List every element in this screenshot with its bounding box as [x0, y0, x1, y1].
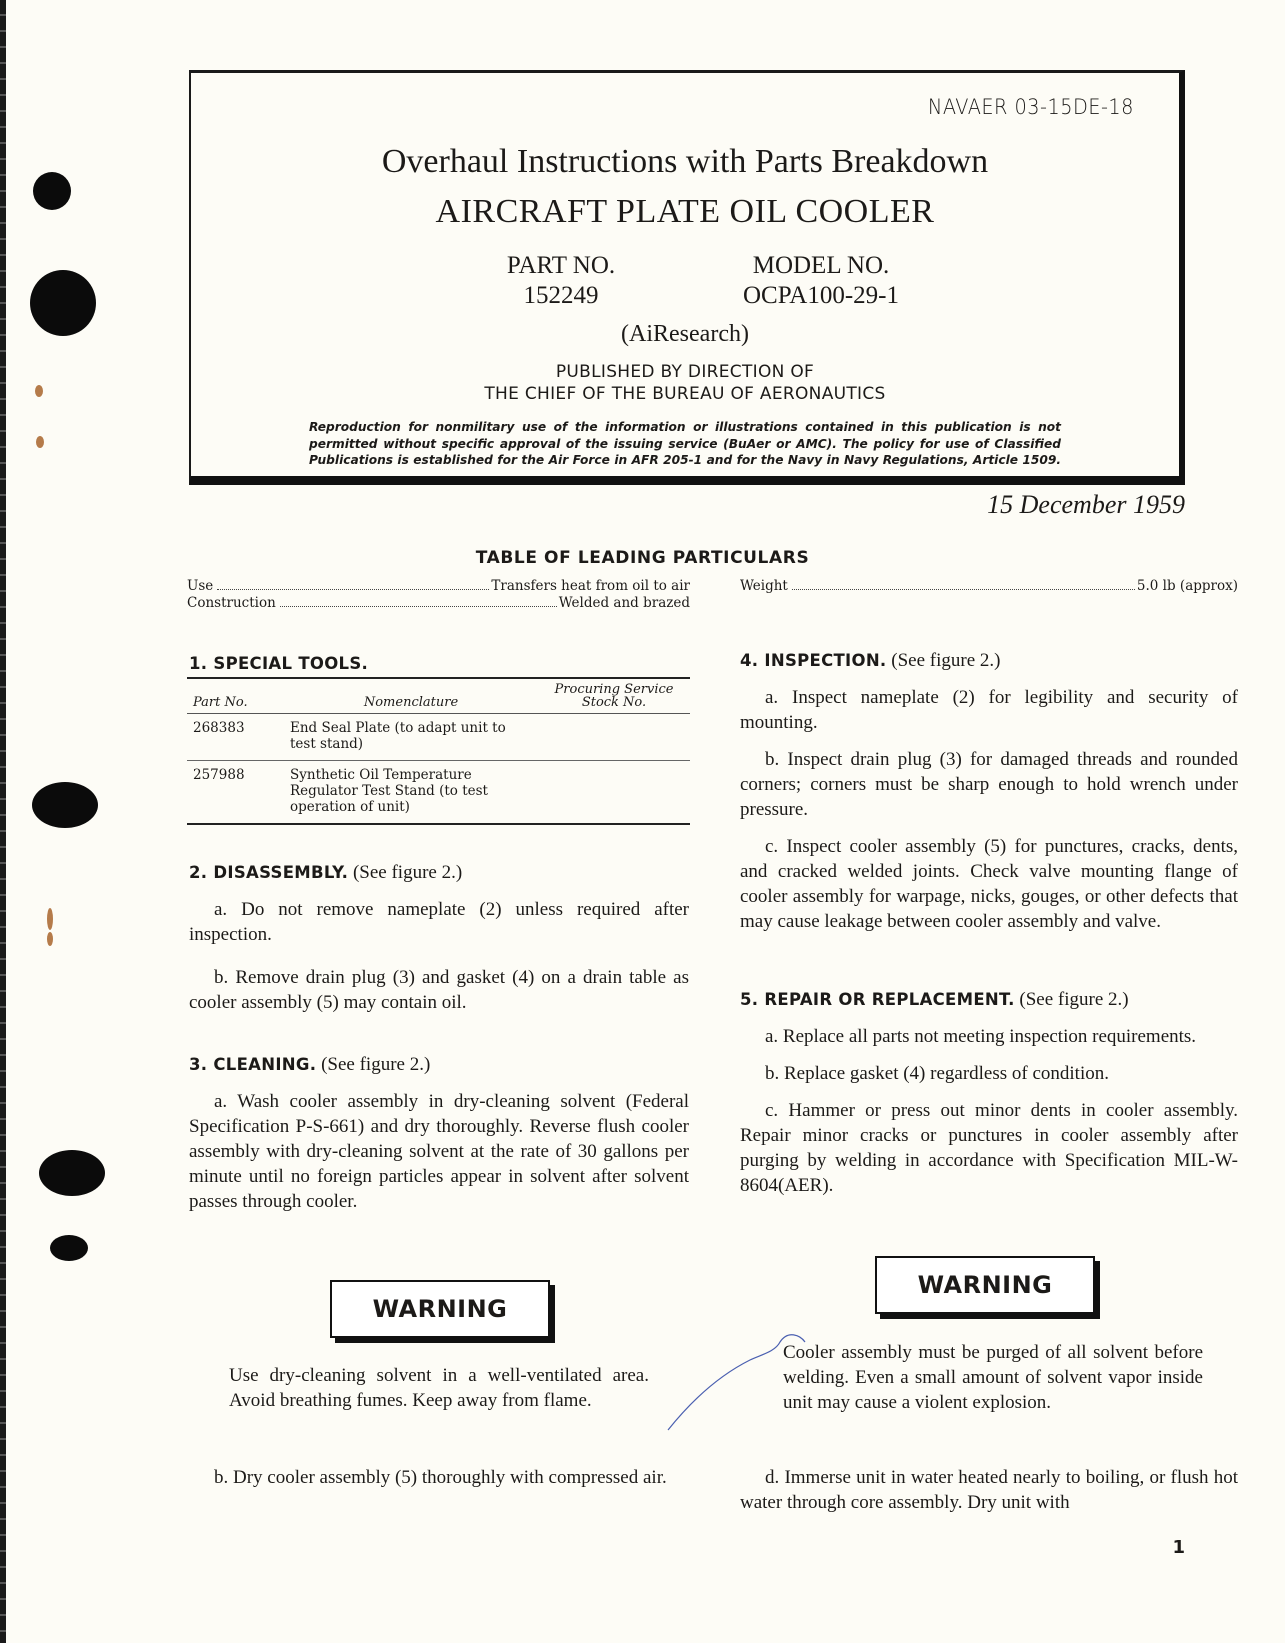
binder-hole [39, 1150, 105, 1196]
section-special-tools: 1. SPECIAL TOOLS. [189, 654, 369, 673]
special-tools-table [187, 677, 690, 825]
page-binding-edge [0, 0, 6, 1643]
particular-row: Construction Welded and brazed [187, 595, 690, 611]
page-number: 1 [1172, 1537, 1185, 1558]
particular-row: Weight 5.0 lb (approx) [740, 578, 1238, 594]
binder-hole [32, 782, 98, 828]
leading-particulars-title: TABLE OF LEADING PARTICULARS [475, 548, 810, 568]
section-repair: 5. REPAIR OR REPLACEMENT. (See figure 2.) a. Replace all parts not meeting inspection requirements. b. Replace gasket (4) regardless of condition. c. Hammer or press out minor dents in cooler assembly. Repair minor cracks or punctures in cooler assembly after purging by welding in accordance with Specification MIL-W-8604(AER). [740, 989, 1238, 1196]
section-cleaning: 3. CLEANING. (See figure 2.) a. Wash cooler assembly in dry-cleaning solvent (Federal Specification P-S-661) and dry thoroughly. Reverse flush cooler assembly with dry-cleaning solvent at the rate of 30 gallons per minute until no foreign particles appear in solvent after solvent passes through cooler. [189, 1054, 689, 1212]
publication-date: 15 December 1959 [987, 490, 1185, 519]
table-row: 268383 End Seal Plate (to adapt unit to test stand) [187, 714, 690, 761]
publisher-authority: PUBLISHED BY DIRECTION OF THE CHIEF OF THE BUREAU OF AERONAUTICS [484, 362, 886, 404]
document-number: NAVAER 03-15DE-18 [927, 95, 1134, 119]
section-inspection: 4. INSPECTION. (See figure 2.) a. Inspect nameplate (2) for legibility and security of mounting. b. Inspect drain plug (3) for damaged threads and rounded corners; corners must be sharp enough to hold wrench under pressure. c. Inspect cooler assembly (5) for punctures, cracks, dents, and cracked welded joints. Check valve mounting flange of cooler assembly for warpage, nicks, gouges, or other defects that may cause leakage between cooler assembly and valve. [740, 650, 1238, 932]
manufacturer: (AiResearch) [621, 321, 749, 347]
model-number-value: OCPA100-29-1 [742, 282, 900, 309]
binder-hole [50, 1235, 88, 1261]
equipment-title: AIRCRAFT PLATE OIL COOLER [435, 193, 935, 230]
binder-hole [30, 270, 96, 336]
section-disassembly: 2. DISASSEMBLY. (See figure 2.) a. Do not remove nameplate (2) unless required after inspection. b. Remove drain plug (3) and gasket (4) on a drain table as cooler assembly (5) may contain oil. [189, 862, 689, 1013]
pen-mark [660, 1330, 810, 1440]
part-number-value: 152249 [523, 282, 599, 309]
part-number-label: PART NO. [506, 252, 616, 279]
model-number-label: MODEL NO. [752, 252, 890, 279]
section-repair-d: d. Immerse unit in water heated nearly to boiling, or flush hot water through core assembly. Dry unit with [740, 1467, 1238, 1513]
warning-label: WARNING [330, 1280, 550, 1338]
particular-row: Use Transfers heat from oil to air [187, 578, 690, 594]
warning-text: Use dry-cleaning solvent in a well-ventilated area. Avoid breathing fumes. Keep away from flame. [229, 1365, 649, 1411]
model-number-block [701, 251, 941, 311]
part-number-block [461, 251, 661, 311]
rust-stain [35, 385, 43, 397]
section-cleaning-b: b. Dry cooler assembly (5) thoroughly with compressed air. [214, 1467, 667, 1488]
warning-text: Cooler assembly must be purged of all solvent before welding. Even a small amount of solvent vapor inside unit may cause a violent explosion. [783, 1342, 1203, 1413]
title-block [189, 70, 1185, 485]
column-header: Procuring Service Stock No. [554, 682, 674, 710]
rust-stain [36, 436, 44, 448]
column-header: Part No. [193, 695, 248, 710]
rust-stain [47, 908, 53, 930]
binder-hole [33, 172, 71, 210]
reproduction-notice: Reproduction for nonmilitary use of the information or illustrations contained in this publication is not permitted without specific approval of the issuing service (BuAer or AMC). The policy for use of Classified Publications is established for the Air Force in AFR 205-1 and for the Navy in Navy Regulations, Article 1509. [309, 420, 1061, 467]
rust-stain [47, 932, 53, 946]
warning-label: WARNING [875, 1256, 1095, 1314]
document-title: Overhaul Instructions with Parts Breakdown [381, 143, 989, 180]
table-row: 257988 Synthetic Oil Temperature Regulator Test Stand (to test operation of unit) [187, 761, 690, 825]
column-header: Nomenclature [363, 695, 459, 710]
